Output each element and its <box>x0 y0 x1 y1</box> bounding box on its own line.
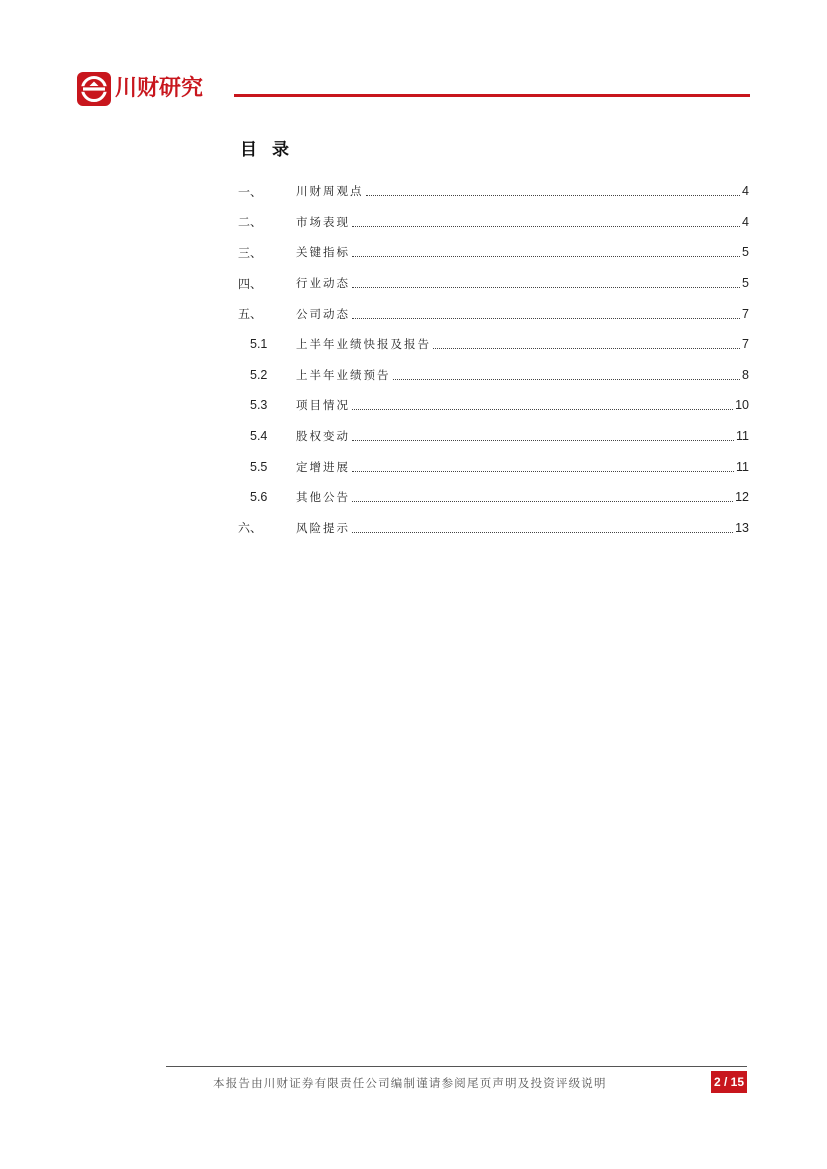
toc-entry-label: 行业动态 <box>296 276 350 291</box>
toc-entry-label: 上半年业绩快报及报告 <box>296 337 431 352</box>
brand-name: 川财研究 <box>115 76 204 101</box>
toc-entry[interactable] <box>238 298 749 329</box>
toc-entry[interactable] <box>238 176 749 207</box>
toc-dot-leader <box>366 194 741 196</box>
toc-entry-label: 市场表现 <box>296 214 350 229</box>
toc-dot-leader <box>352 225 740 227</box>
toc-entry-number: 一、 <box>238 184 263 199</box>
toc-entry-number: 5.4 <box>250 429 268 444</box>
toc-subentry[interactable] <box>238 329 749 360</box>
toc-dot-leader <box>352 500 733 502</box>
toc-entry-label: 上半年业绩预告 <box>296 367 391 382</box>
toc-entry-label: 定增进展 <box>296 459 350 474</box>
toc-entry-label: 股权变动 <box>296 429 350 444</box>
toc-entry-page: 10 <box>735 398 749 413</box>
toc-entry-label: 项目情况 <box>296 398 350 413</box>
toc-dot-leader <box>393 378 741 380</box>
toc-entry[interactable] <box>238 207 749 238</box>
toc-entry-number: 5.2 <box>250 367 268 382</box>
toc-entry-page: 13 <box>735 520 749 535</box>
toc-subentry[interactable] <box>238 360 749 391</box>
toc-entry-number: 5.5 <box>250 459 268 474</box>
toc-subentry[interactable] <box>238 451 749 482</box>
toc-entry-page: 7 <box>742 306 749 321</box>
toc-dot-leader <box>352 531 733 533</box>
toc-entry-page: 4 <box>742 214 749 229</box>
toc-entry-number: 六、 <box>238 521 263 536</box>
toc-entry-number: 5.3 <box>250 398 268 413</box>
header-divider <box>234 94 750 97</box>
toc-entry[interactable] <box>238 268 749 299</box>
toc-entry-number: 二、 <box>238 215 263 230</box>
toc-entry-label: 其他公告 <box>296 490 350 505</box>
toc-dot-leader <box>352 408 733 410</box>
toc-dot-leader <box>352 286 740 288</box>
toc-entry-page: 8 <box>742 367 749 382</box>
toc-subentry[interactable] <box>238 390 749 421</box>
toc-entry-page: 5 <box>742 276 749 291</box>
toc-entry-label: 关键指标 <box>296 245 350 260</box>
toc-entry-page: 4 <box>742 184 749 199</box>
table-of-contents <box>238 176 749 543</box>
toc-entry-label: 公司动态 <box>296 306 350 321</box>
toc-entry[interactable] <box>238 513 749 544</box>
toc-entry-number: 三、 <box>238 245 263 260</box>
toc-entry-number: 5.6 <box>250 490 268 505</box>
toc-subentry[interactable] <box>238 482 749 513</box>
toc-entry-label: 风险提示 <box>296 520 350 535</box>
toc-entry-number: 五、 <box>238 307 263 322</box>
toc-entry-number: 5.1 <box>250 337 268 352</box>
toc-entry-page: 7 <box>742 337 749 352</box>
toc-entry-page: 12 <box>735 490 749 505</box>
toc-entry-page: 11 <box>736 429 749 444</box>
toc-subentry[interactable] <box>238 421 749 452</box>
toc-entry[interactable] <box>238 237 749 268</box>
toc-entry-number: 四、 <box>238 276 263 291</box>
toc-dot-leader <box>352 470 734 472</box>
footer-disclaimer: 本报告由川财证券有限责任公司编制谨请参阅尾页声明及投资评级说明 <box>213 1076 607 1090</box>
toc-entry-page: 11 <box>736 459 749 474</box>
footer-divider <box>166 1066 747 1067</box>
toc-entry-label: 川财周观点 <box>296 184 364 199</box>
toc-entry-page: 5 <box>742 245 749 260</box>
header-logo <box>77 72 203 106</box>
toc-title: 目录 <box>240 140 304 160</box>
page-number-badge: 2 / 15 <box>711 1071 747 1093</box>
toc-dot-leader <box>352 255 740 257</box>
toc-dot-leader <box>433 347 740 349</box>
toc-dot-leader <box>352 317 740 319</box>
toc-dot-leader <box>352 439 734 441</box>
chuancai-logo-icon <box>77 72 111 106</box>
